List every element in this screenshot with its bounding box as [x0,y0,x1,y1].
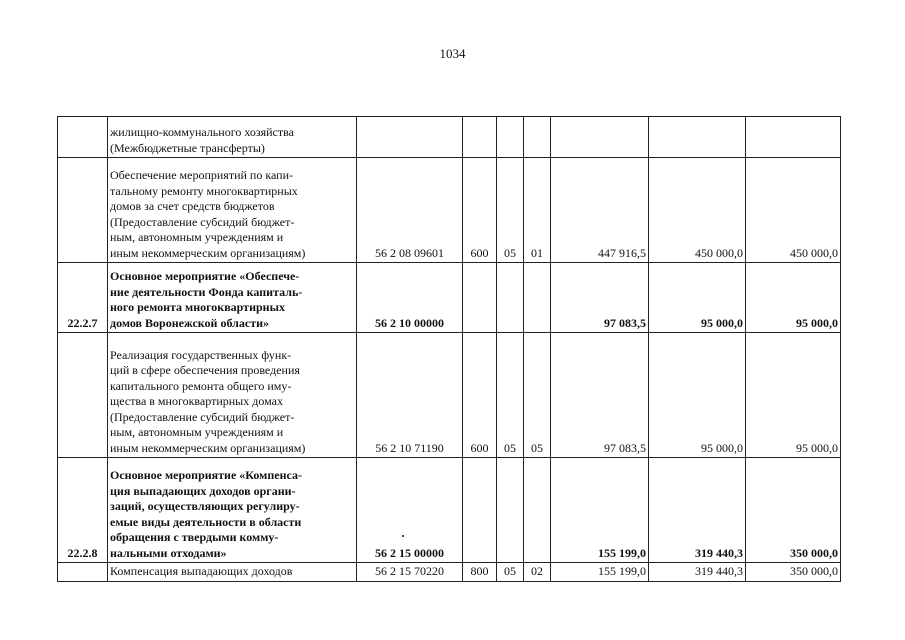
amount-year1-cell: 155 199,0 [551,563,649,582]
subsection-cell: 05 [524,333,551,458]
section-cell [497,458,524,563]
table-row [58,458,841,563]
description-line: обращения с твердыми комму- [110,530,279,544]
description-line: иным некоммерческим организациям) [110,440,306,455]
description-line: жилищно-коммунального хозяйства [110,125,294,139]
description-line: капитального ремонта общего иму- [110,378,292,393]
description-line: ного ремонта многоквартирных [110,300,285,314]
row-description-cell [108,458,357,563]
amount-year2-cell: 450 000,0 [649,158,746,263]
section-cell: 05 [497,333,524,458]
amount-year3-cell: 95 000,0 [746,333,841,458]
row-code-cell [58,158,108,263]
kbk-code-cell: 56 2 15 00000 [357,458,463,563]
row-code-cell [58,117,108,158]
description-line: заций, осуществляющих регулиру- [110,499,300,513]
table-row [58,158,841,263]
amount-year2-cell: 95 000,0 [649,333,746,458]
amount-year3-cell: 95 000,0 [746,263,841,333]
row-description-cell [108,158,357,263]
section-cell [497,117,524,158]
amount-year1-cell: 97 083,5 [551,263,649,333]
description-line: Основное мероприятие «Компенса- [110,468,302,482]
page-number: 1034 [439,46,466,61]
description-line: домов Воронежской области» [110,315,270,330]
expense-type-cell [463,263,497,333]
description-line: (Предоставление субсидий бюджет- [110,409,295,424]
row-description-cell [108,333,357,458]
description-line: (Предоставление субсидий бюджет- [110,214,295,229]
amount-year1-cell: 97 083,5 [551,333,649,458]
description-line: щества в многоквартирных домах [110,394,283,408]
amount-year2-cell [649,117,746,158]
amount-year1-cell [551,117,649,158]
amount-year2-cell: 319 440,3 [649,563,746,582]
description-line: ние деятельности Фонда капиталь- [110,284,303,299]
amount-year2-cell: 319 440,3 [649,458,746,563]
row-code-cell [58,563,108,582]
expense-type-cell: 600 [463,158,497,263]
description-line: Обеспечение мероприятий по капи- [110,168,293,182]
row-description-cell [108,263,357,333]
table-row [58,563,841,582]
expense-type-cell [463,458,497,563]
amount-year1-cell: 155 199,0 [551,458,649,563]
amount-year1-cell: 447 916,5 [551,158,649,263]
subsection-cell [524,458,551,563]
table-row [58,333,841,458]
subsection-cell [524,263,551,333]
description-line: (Межбюджетные трансферты) [110,140,265,155]
row-code-cell: 22.2.7 [58,263,108,333]
kbk-code-cell: 56 2 10 00000 [357,263,463,333]
table-row [58,117,841,158]
amount-year2-cell: 95 000,0 [649,263,746,333]
amount-year3-cell [746,117,841,158]
description-line: домов за счет средств бюджетов [110,199,275,213]
expense-type-cell: 600 [463,333,497,458]
description-line: ций в сфере обеспечения проведения [110,363,300,377]
amount-year3-cell: 350 000,0 [746,563,841,582]
kbk-code-cell [357,117,463,158]
description-line: ным, автономным учреждениям и [110,230,284,244]
expense-type-cell: 800 [463,563,497,582]
section-cell [497,263,524,333]
description-line: ным, автономным учреждениям и [110,425,284,439]
description-line: Основное мероприятие «Обеспече- [110,269,300,283]
description-line: емые виды деятельности в области [110,514,302,529]
row-code-cell: 22.2.8 [58,458,108,563]
table-body [58,117,841,582]
table-row [58,263,841,333]
description-line: ция выпадающих доходов органи- [110,483,296,498]
kbk-code-cell: 56 2 10 71190 [357,333,463,458]
scan-speck [402,535,404,537]
section-cell: 05 [497,158,524,263]
expense-type-cell [463,117,497,158]
subsection-cell: 01 [524,158,551,263]
kbk-code-cell: 56 2 15 70220 [357,563,463,582]
description-line: нальными отходами» [110,545,227,560]
row-description-cell [108,563,357,582]
description-line: тальному ремонту многоквартирных [110,183,298,198]
section-cell: 05 [497,563,524,582]
amount-year3-cell: 350 000,0 [746,458,841,563]
row-code-cell [58,333,108,458]
subsection-cell: 02 [524,563,551,582]
subsection-cell [524,117,551,158]
description-line: Компенсация выпадающих доходов [110,564,293,578]
description-line: Реализация государственных функ- [110,347,292,362]
description-line: иным некоммерческим организациям) [110,245,306,260]
budget-table [57,116,841,582]
kbk-code-cell: 56 2 08 09601 [357,158,463,263]
row-description-cell [108,117,357,158]
amount-year3-cell: 450 000,0 [746,158,841,263]
